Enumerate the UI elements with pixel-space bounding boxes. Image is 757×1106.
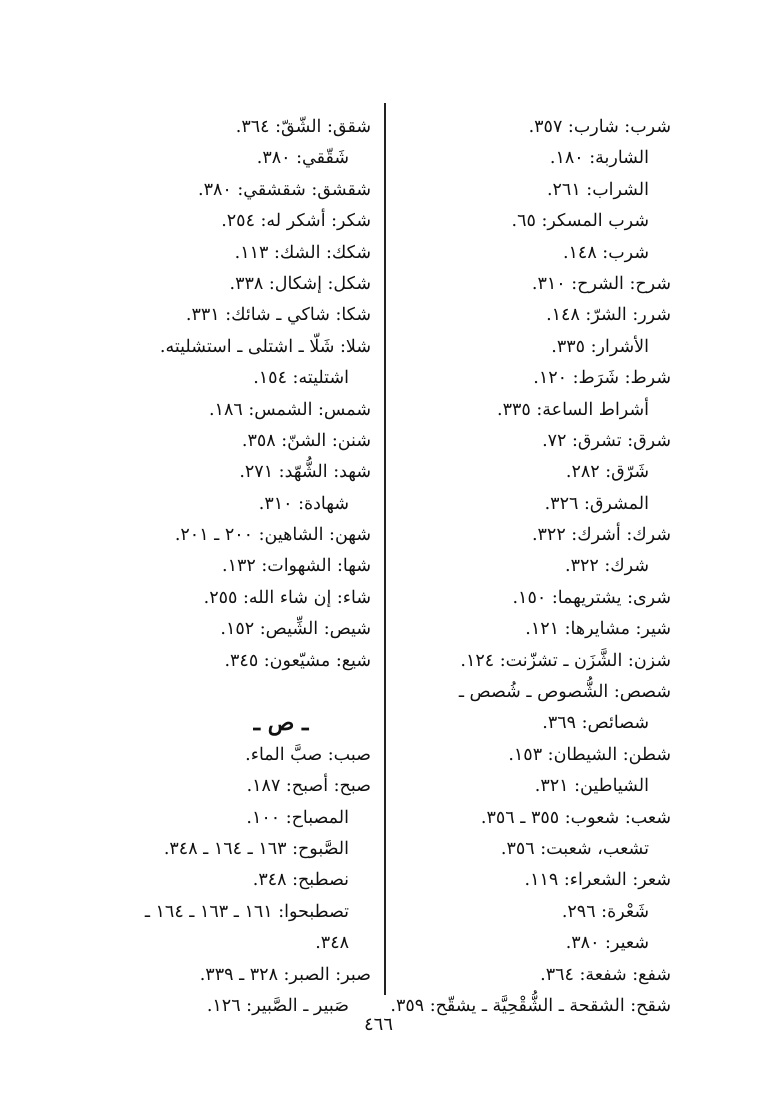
index-subentry: صَبير ـ الصَّبير: ١٢٦. (206, 995, 349, 1016)
index-subentry: شصائص: ٣٦٩. (542, 713, 649, 734)
page-number: ٤٦٦ (363, 1014, 393, 1035)
index-entry: شرب: شارب: ٣٥٧. (528, 117, 671, 137)
index-subentry: الشاربة: ١٨٠. (549, 148, 649, 169)
index-entry: شكك: الشك: ١١٣. (234, 242, 371, 263)
index-entry: شلا: شَلّا ـ اشتلى ـ استشليته. (159, 336, 371, 357)
index-subentry: الصَّبوح: ١٦٣ ـ ١٦٤ ـ ٣٤٨. (163, 838, 349, 859)
index-entry: شكر: أشكر له: ٢٥٤. (221, 211, 371, 232)
index-entry: شكا: شاكي ـ شائك: ٣٣١. (185, 305, 371, 326)
index-entry: شهد: الشُّهّد: ٢٧١. (239, 462, 371, 483)
index-entry: شرك: أشرك: ٣٢٢. (531, 525, 671, 546)
index-column-left (81, 112, 371, 1022)
index-subentry: اشتليته: ١٥٤. (253, 368, 349, 389)
index-entry: شير: مشايرها: ١٢١. (525, 619, 671, 640)
index-entry: شمس: الشمس: ١٨٦. (208, 399, 371, 420)
index-entry: شرر: الشرّ: ١٤٨. (546, 305, 671, 326)
index-subentry: المشرق: ٣٢٦. (544, 493, 649, 514)
index-entry: شعب: شعوب: ٣٥٥ ـ ٣٥٦. (480, 807, 671, 828)
index-column-right (371, 112, 671, 1022)
index-subentry: شرب المسكر: ٦٥. (511, 211, 649, 232)
index-subentry: أشراط الساعة: ٣٣٥. (497, 399, 649, 420)
index-entry: شها: الشهوات: ١٣٢. (221, 556, 371, 577)
index-entry: شيص: الشِّيص: ١٥٢. (220, 619, 371, 640)
section-heading: ـ ص ـ (253, 710, 309, 737)
index-entry: صبح: أصبح: ١٨٧. (246, 776, 371, 797)
index-entry: شقح: الشقحة ـ الشُّقْحِيَّة ـ يشقّح: ٣٥٩. (390, 995, 671, 1016)
index-subentry: ٣٤٨. (315, 933, 349, 954)
index-entry: شيع: مشيّعون: ٣٤٥. (224, 650, 371, 671)
index-entry: شاء: إن شاء الله: ٢٥٥. (203, 587, 371, 608)
index-subentry: نصطبح: ٣٤٨. (252, 870, 349, 891)
index-entry: شرى: يشتريهما: ١٥٠. (512, 587, 671, 608)
blank-line (81, 677, 371, 708)
index-entry: شصص: الشُّصوص ـ شُصص ـ (458, 682, 671, 703)
index-subentry: الشراب: ٢٦١. (546, 179, 649, 200)
index-entry: شطن: الشيطان: ١٥٣. (508, 744, 671, 765)
index-entry: شكل: إشكال: ٣٣٨. (229, 273, 371, 294)
index-entry: شهن: الشاهين: ٢٠٠ ـ ٢٠١. (174, 525, 371, 546)
index-entry: شرط: شَرَط: ١٢٠. (533, 368, 671, 389)
index-entry: شزن: الشَّزَن ـ تشزّنت: ١٢٤. (460, 650, 671, 671)
index-entry: شقق: الشّقّ: ٣٦٤. (235, 117, 371, 137)
column-divider (384, 103, 386, 995)
index-subentry: شرب: ١٤٨. (562, 242, 649, 263)
index-entry: صبر: الصبر: ٣٢٨ ـ ٣٣٩. (199, 964, 371, 985)
index-subentry: شَعْرة: ٢٩٦. (561, 901, 649, 922)
index-subentry: شرك: ٣٢٢. (565, 556, 649, 577)
index-entry: صبب: صبَّ الماء. (245, 744, 371, 765)
index-subentry: شهادة: ٣١٠. (258, 493, 349, 514)
index-entry: شعر: الشعراء: ١١٩. (524, 870, 671, 891)
index-subentry: شعير: ٣٨٠. (565, 933, 649, 954)
index-entry: شقشق: شقشقي: ٣٨٠. (198, 179, 371, 200)
index-entry: شرح: الشرح: ٣١٠. (531, 273, 671, 294)
index-entry: شنن: الشنّ: ٣٥٨. (241, 430, 371, 451)
index-subentry: شَرّق: ٢٨٢. (565, 462, 649, 483)
index-subentry: الشياطين: ٣٢١. (534, 776, 649, 797)
index-subentry: الأشرار: ٣٣٥. (551, 336, 649, 357)
index-subentry: المصباح: ١٠٠. (246, 807, 349, 828)
index-entry: شرق: تشرق: ٧٢. (542, 430, 671, 451)
index-subentry: شَقّقي: ٣٨٠. (256, 148, 349, 169)
index-subentry: تصطبحوا: ١٦١ ـ ١٦٣ ـ ١٦٤ ـ (144, 901, 349, 922)
index-subentry: تشعب، شعبت: ٣٥٦. (500, 838, 649, 859)
index-entry: شفع: شفعة: ٣٦٤. (540, 964, 671, 985)
